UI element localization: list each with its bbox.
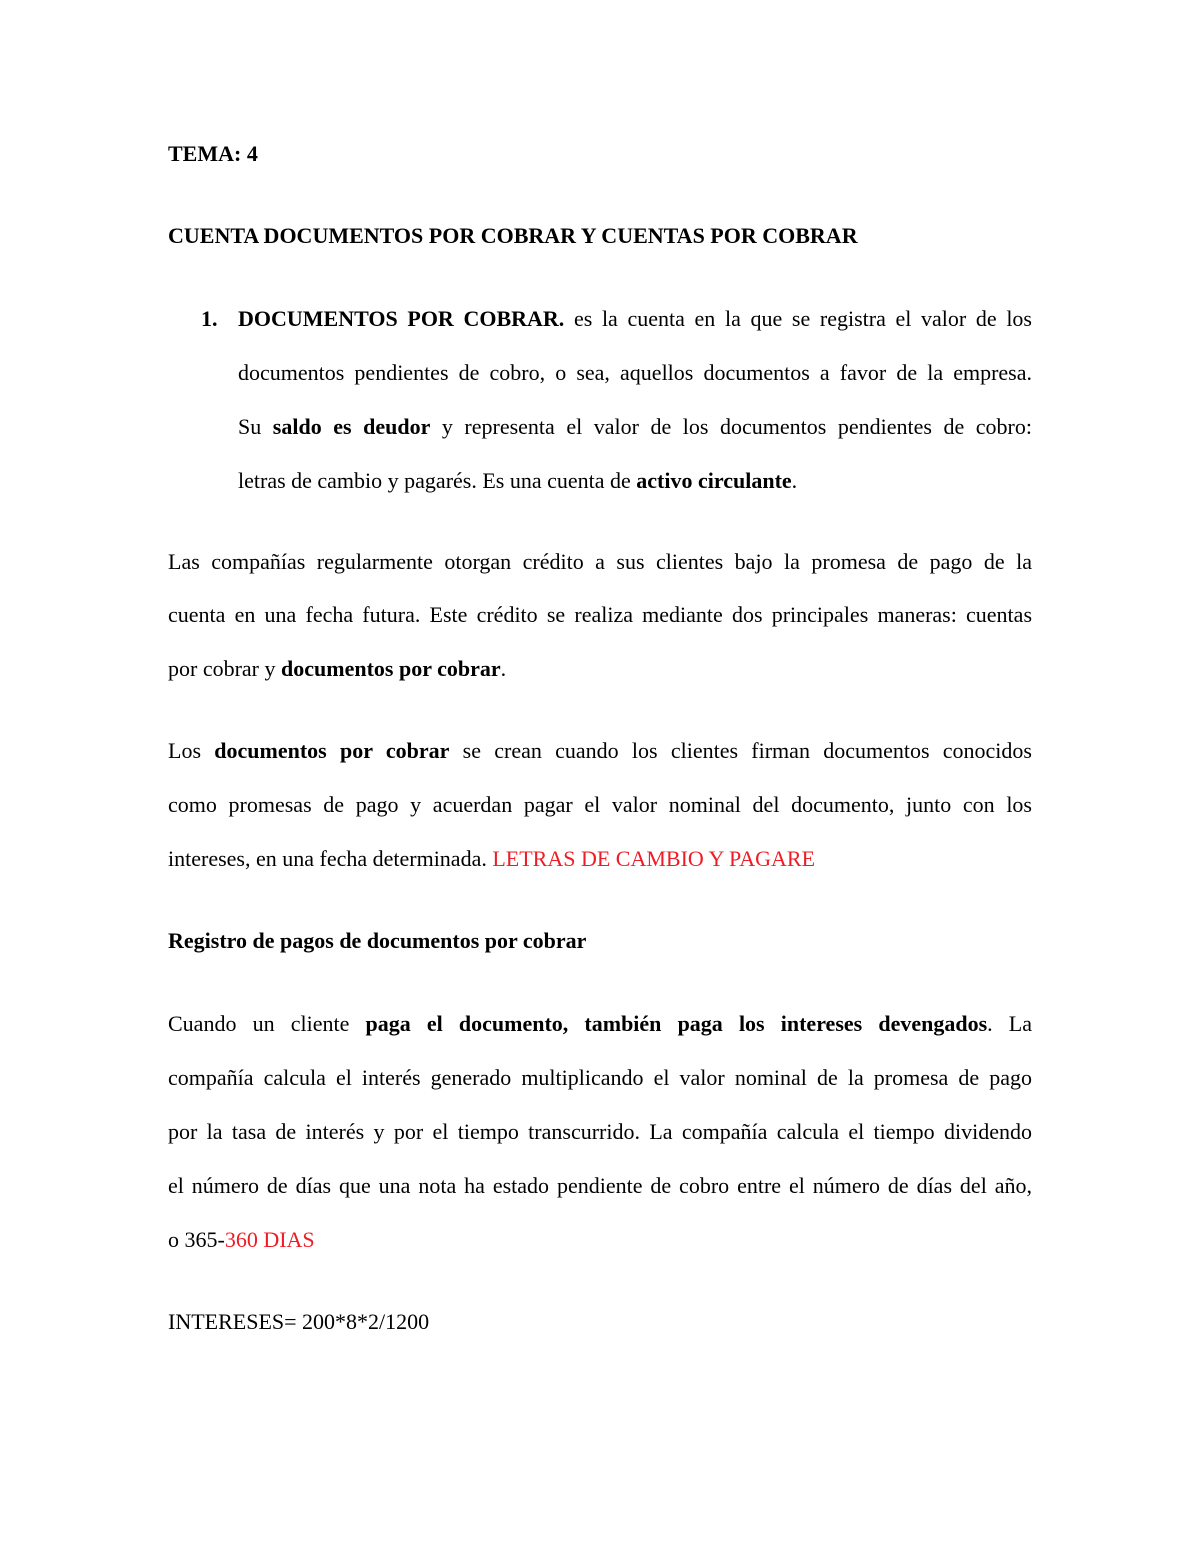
highlight-red-text: LETRAS DE CAMBIO Y PAGARE xyxy=(492,846,816,871)
paragraph-2-line-3 xyxy=(168,845,815,873)
list-item-term: DOCUMENTOS POR COBRAR. xyxy=(238,306,565,331)
paragraph-text: o 365- xyxy=(168,1227,225,1252)
paragraph-text: Cuando un cliente xyxy=(168,1011,350,1036)
interest-formula: INTERESES= 200*8*2/1200 xyxy=(168,1309,430,1334)
paragraph-text: Los xyxy=(168,738,201,763)
highlight-red-text: 360 DIAS xyxy=(224,1227,315,1252)
paragraph-3-line-5 xyxy=(168,1226,315,1254)
paragraph-2-line-1 xyxy=(168,737,1032,765)
paragraph-3-line-3: por la tasa de interés y por el tiempo transcurrido. La compañía calcula el tiempo dividendo xyxy=(168,1119,1032,1144)
paragraph-3-line-2: compañía calcula el interés generado multiplicando el valor nominal de la promesa de pago xyxy=(168,1065,1032,1090)
paragraph-1-line-1: Las compañías regularmente otorgan crédito a sus clientes bajo la promesa de pago de la xyxy=(168,549,1032,574)
list-item-bold: saldo es deudor xyxy=(272,414,431,439)
list-number: 1. xyxy=(201,306,218,331)
list-item-text: es la cuenta en la que se registra el valor de los xyxy=(573,306,1032,331)
paragraph-text: . La xyxy=(987,1011,1032,1036)
list-item-bold: activo circulante xyxy=(636,468,792,493)
paragraph-text: intereses, en una fecha determinada. xyxy=(168,846,487,871)
list-item-line-3 xyxy=(238,413,1032,441)
paragraph-text: . xyxy=(500,656,507,681)
document-title: CUENTA DOCUMENTOS POR COBRAR Y CUENTAS POR COBRAR xyxy=(168,223,858,248)
paragraph-2-line-2: como promesas de pago y acuerdan pagar el valor nominal del documento, junto con los xyxy=(168,792,1032,817)
paragraph-bold: paga el documento, también paga los intereses devengados xyxy=(365,1011,988,1036)
list-item-text: . xyxy=(791,468,798,493)
list-item-text: Su xyxy=(238,414,262,439)
paragraph-3-line-4: el número de días que una nota ha estado pendiente de cobro entre el número de días del año, xyxy=(168,1173,1032,1198)
list-item-text: y representa el valor de los documentos pendientes de cobro: xyxy=(441,414,1032,439)
paragraph-text: por cobrar y xyxy=(168,656,276,681)
list-item-text: letras de cambio y pagarés. Es una cuenta de xyxy=(238,468,631,493)
paragraph-bold: documentos por cobrar xyxy=(281,656,501,681)
paragraph-3-line-1 xyxy=(168,1010,1032,1038)
list-item-line-4 xyxy=(238,467,797,495)
topic-number: TEMA: 4 xyxy=(168,141,258,166)
section-subheading: Registro de pagos de documentos por cobrar xyxy=(168,928,587,953)
paragraph-1-line-2: cuenta en una fecha futura. Este crédito se realiza mediante dos principales maneras: cuentas xyxy=(168,602,1032,627)
paragraph-text: se crean cuando los clientes firman documentos conocidos xyxy=(462,738,1032,763)
paragraph-1-line-3 xyxy=(168,655,506,683)
list-item-line-1 xyxy=(238,305,1032,333)
list-item-line-2: documentos pendientes de cobro, o sea, aquellos documentos a favor de la empresa. xyxy=(238,360,1032,385)
paragraph-bold: documentos por cobrar xyxy=(214,738,450,763)
